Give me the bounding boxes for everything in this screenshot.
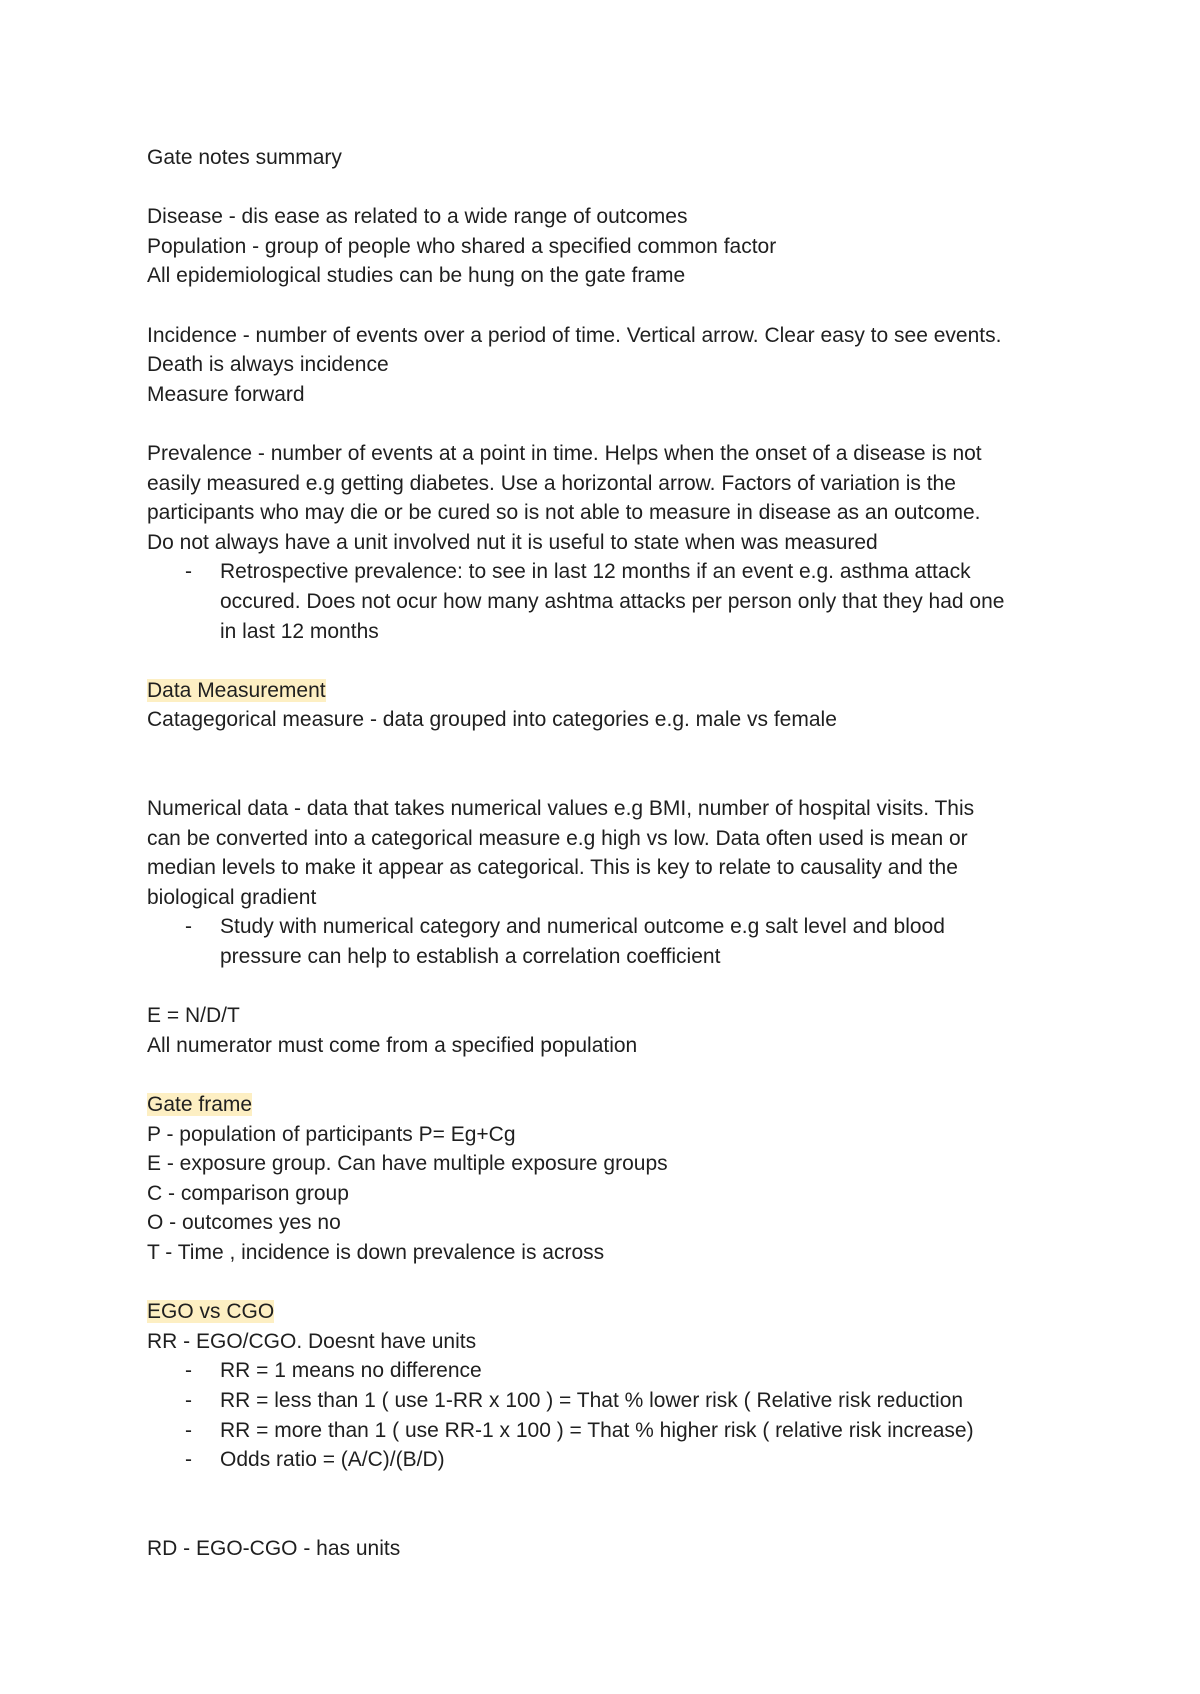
list-item — [147, 1356, 1067, 1386]
population-definition: Population - group of people who shared a specified common factor — [147, 234, 777, 258]
retrospective-prevalence-line-1: Retrospective prevalence: to see in last 12 months if an event e.g. asthma attack — [220, 560, 971, 584]
gate-frame-note: All epidemiological studies can be hung on the gate frame — [147, 264, 686, 288]
gate-frame-item-t: T - Time , incidence is down prevalence is across — [147, 1240, 605, 1264]
prevalence-line-3: participants who may die or be cured so is not able to measure in disease as an outcome. — [147, 501, 981, 525]
list-item — [147, 557, 1067, 646]
gate-frame-heading: Gate frame — [147, 1093, 253, 1116]
gate-frame-item-o: O - outcomes yes no — [147, 1211, 341, 1235]
numerical-data-line-2: can be converted into a categorical measure e.g high vs low. Data often used is mean or — [147, 826, 968, 850]
categorical-measure: Catagegorical measure - data grouped into categories e.g. male vs female — [147, 708, 837, 732]
numerical-data-line-4: biological gradient — [147, 885, 317, 909]
correlation-note-line-1: Study with numerical category and numerical outcome e.g salt level and blood — [220, 915, 945, 939]
rr-more-than-one: RR = more than 1 ( use RR-1 x 100 ) = That % higher risk ( relative risk increase) — [220, 1418, 974, 1442]
prevalence-line-2: easily measured e.g getting diabetes. Use a horizontal arrow. Factors of variation is the — [147, 471, 956, 495]
numerical-data-line-3: median levels to make it appear as categorical. This is key to relate to causality and the — [147, 856, 958, 880]
retrospective-prevalence-line-3: in last 12 months — [220, 619, 379, 643]
numerator-note: All numerator must come from a specified population — [147, 1033, 638, 1057]
list-item — [147, 1416, 1067, 1446]
ego-cgo-heading: EGO vs CGO — [147, 1300, 275, 1324]
incidence-note-death: Death is always incidence — [147, 353, 389, 377]
correlation-note-line-2: pressure can help to establish a correlation coefficient — [220, 945, 721, 969]
gate-frame-item-p: P - population of participants P= Eg+Cg — [147, 1122, 516, 1146]
bullet-dash: - — [185, 1448, 192, 1472]
list-item — [147, 1386, 1067, 1416]
numerical-data-line-1: Numerical data - data that takes numerical values e.g BMI, number of hospital visits. This — [147, 797, 975, 821]
document-title: Gate notes summary — [147, 146, 342, 169]
rr-less-than-one: RR = less than 1 ( use 1-RR x 100 ) = That % lower risk ( Relative risk reduction — [220, 1388, 964, 1412]
prevalence-line-1: Prevalence - number of events at a point in time. Helps when the onset of a disease is not — [147, 441, 982, 465]
risk-difference-definition: RD - EGO-CGO - has units — [147, 1536, 401, 1560]
bullet-dash: - — [185, 915, 192, 939]
data-measurement-heading: Data Measurement — [147, 678, 326, 702]
prevalence-line-4: Do not always have a unit involved nut it is useful to state when was measured — [147, 530, 878, 554]
incidence-note-measure: Measure forward — [147, 382, 305, 406]
list-item — [147, 912, 1067, 971]
retrospective-prevalence-line-2: occured. Does not ocur how many ashtma attacks per person only that they had one — [220, 589, 1005, 613]
rr-equal-one: RR = 1 means no difference — [220, 1359, 482, 1383]
bullet-dash: - — [185, 1418, 192, 1442]
formula: E = N/D/T — [147, 1004, 240, 1028]
gate-frame-item-c: C - comparison group — [147, 1181, 349, 1205]
incidence-definition: Incidence - number of events over a period of time. Vertical arrow. Clear easy to see events. — [147, 323, 1002, 347]
list-item — [147, 1445, 1067, 1475]
disease-definition: Disease - dis ease as related to a wide range of outcomes — [147, 205, 688, 229]
bullet-dash: - — [185, 1388, 192, 1412]
relative-risk-definition: RR - EGO/CGO. Doesnt have units — [147, 1329, 477, 1353]
document-page — [147, 143, 1067, 1564]
gate-frame-item-e: E - exposure group. Can have multiple exposure groups — [147, 1152, 668, 1176]
bullet-dash: - — [185, 1359, 192, 1383]
odds-ratio: Odds ratio = (A/C)/(B/D) — [220, 1448, 445, 1472]
bullet-dash: - — [185, 560, 192, 584]
